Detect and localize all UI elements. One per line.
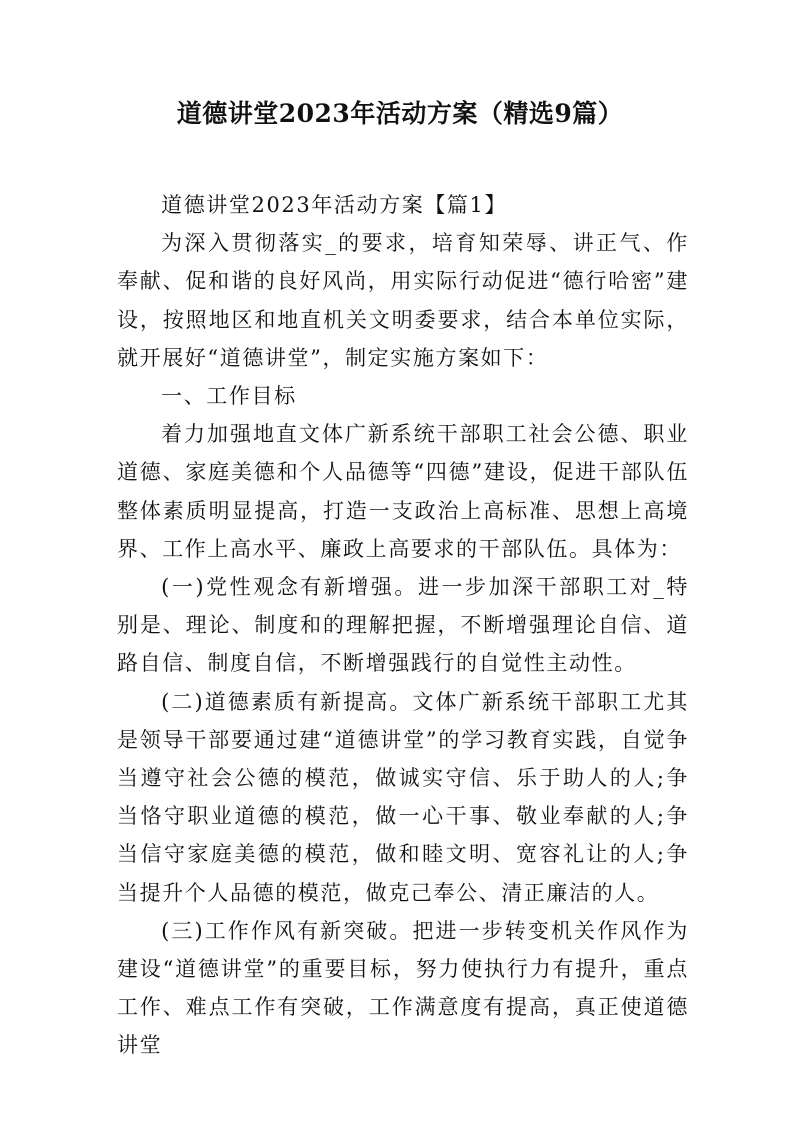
body-paragraph: 着力加强地直文体广新系统干部职工社会公德、职业道德、家庭美德和个人品德等“四德”建设，促进干部队伍整体素质明显提高，打造一支政治上高标准、思想上高境界、工作上高水平、廉政上高要求的干部队伍。具体为： xyxy=(117,422,689,561)
document-body xyxy=(117,186,689,1065)
body-paragraph: (一)党性观念有新增强。进一步加深干部职工对_特别是、理论、制度和的理解把握，不断增强理论自信、道路自信、制度自信，不断增强践行的自觉性主动性。 xyxy=(117,575,689,676)
body-paragraph: (三)工作作风有新突破。把进一步转变机关作风作为建设“道德讲堂”的重要目标，努力使执行力有提升，重点工作、难点工作有突破，工作满意度有提高，真正使道德讲堂 xyxy=(117,918,689,1058)
body-paragraph: (二)道德素质有新提高。文体广新系统干部职工尤其是领导干部要通过建“道德讲堂”的学习教育实践，自觉争当遵守社会公德的模范，做诚实守信、乐于助人的人;争当恪守职业道德的模范，做一心干事、敬业奉献的人;争当信守家庭美德的模范，做和睦文明、宽容礼让的人;争当提升个人品德的模范，做克己奉公、清正廉洁的人。 xyxy=(117,689,689,905)
document-title: 道德讲堂2023年活动方案（精选9篇） xyxy=(176,99,624,128)
section-heading: 一、工作目标 xyxy=(161,384,297,409)
section-heading: 道德讲堂2023年活动方案【篇1】 xyxy=(161,193,508,217)
body-paragraph: 为深入贯彻落实_的要求，培育知荣辱、讲正气、作奉献、促和谐的良好风尚，用实际行动促进“德行哈密”建设，按照地区和地直机关文明委要求，结合本单位实际，就开展好“道德讲堂”，制定实施方案如下： xyxy=(117,231,689,370)
